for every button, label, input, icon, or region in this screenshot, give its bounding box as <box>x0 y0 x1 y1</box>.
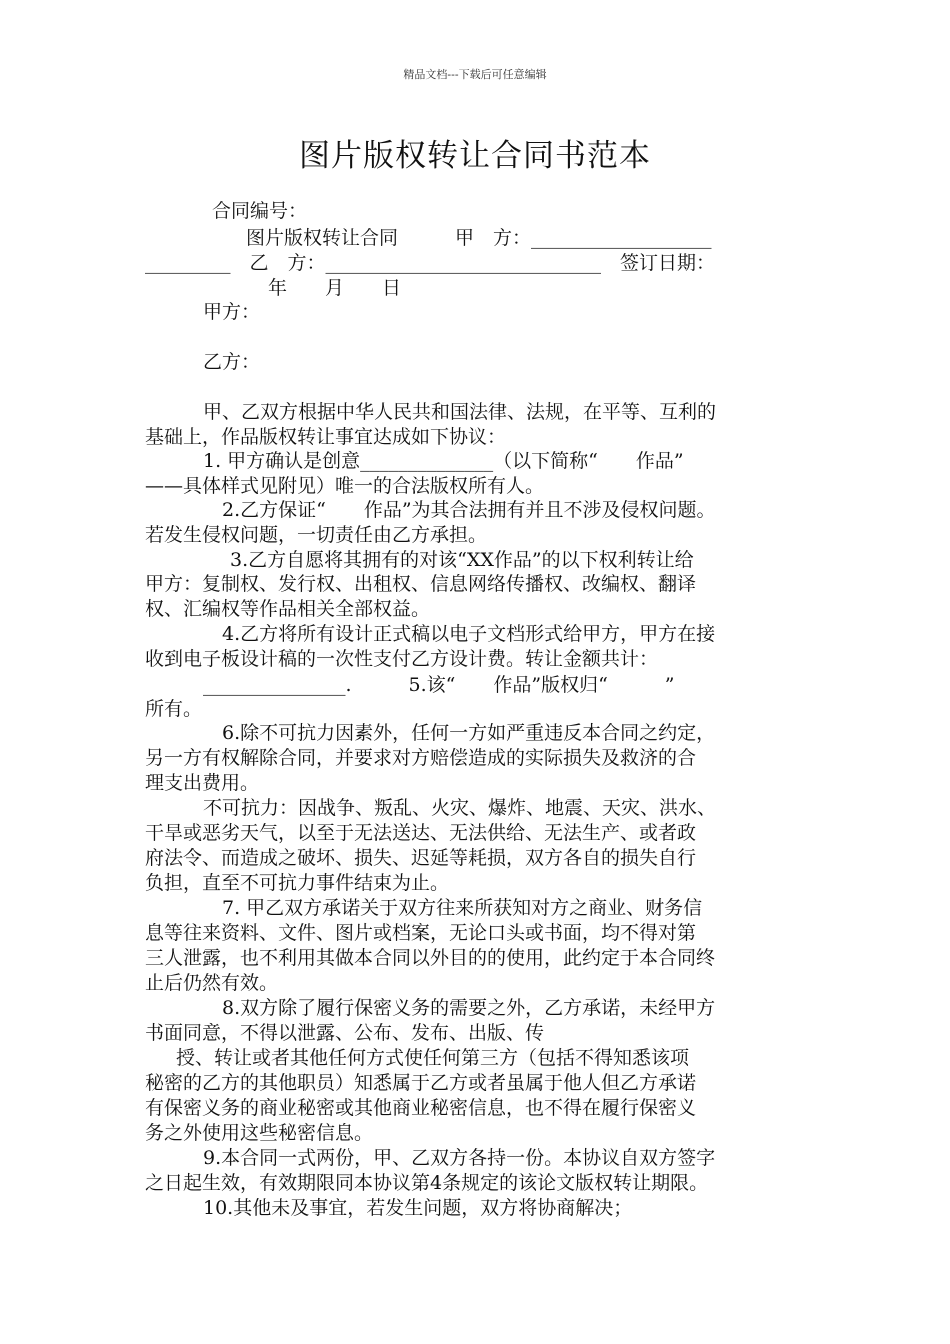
document-title: 图片版权转让合同书范本 <box>299 138 651 174</box>
clause-8-line: 秘密的乙方的其他职员）知悉属于乙方或者虽属于他人但乙方承诺 <box>145 1072 697 1094</box>
clause-10-line: 10.其他未及事宜，若发生问题，双方将协商解决； <box>203 1197 633 1219</box>
force-majeure-line: 干旱或恶劣天气，以至于无法送达、无法供给、无法生产、或者政 <box>145 822 697 844</box>
party-b-label: 乙方： <box>203 351 261 373</box>
clause-3-line: 甲方：复制权、发行权、出租权、信息网络传播权、改编权、翻译 <box>145 573 697 595</box>
clause-1-line: 1. 甲方确认是创意______________（以下简称“ 作品” <box>203 450 684 472</box>
clause-8-line: 8.双方除了履行保密义务的需要之外，乙方承诺，未经甲方 <box>222 997 716 1019</box>
page-header: 精品文档---下载后可任意编辑 <box>403 68 547 81</box>
clause-4-5-line: _______________. 5.该“ 作品”版权归“ ” <box>203 674 675 696</box>
date-line: 年 月 日 <box>268 277 402 299</box>
clause-8-line: 授、转让或者其他任何方式使任何第三方（包括不得知悉该项 <box>176 1047 690 1069</box>
clause-7-line: 息等往来资料、文件、图片或档案，无论口头或书面，均不得对第 <box>145 922 697 944</box>
contract-number-line: 合同编号： <box>212 200 308 222</box>
paragraph-line: 甲、乙双方根据中华人民共和国法律、法规，在平等、互利的 <box>203 401 717 423</box>
clause-3-line: 权、汇编权等作品相关全部权益。 <box>145 598 431 620</box>
clause-2-line: 若发生侵权问题，一切责任由乙方承担。 <box>145 524 488 546</box>
paragraph-line: 基础上，作品版权转让事宜达成如下协议： <box>145 426 507 448</box>
clause-1-line: ——具体样式见附见）唯一的合法版权所有人。 <box>145 475 545 497</box>
clause-6-line: 6.除不可抗力因素外，任何一方如严重违反本合同之约定， <box>222 722 716 744</box>
contract-name-party-a-line: 图片版权转让合同 甲 方：___________________ <box>246 227 712 249</box>
clause-9-line: 之日起生效，有效期限同本协议第4条规定的该论文版权转让期限。 <box>145 1172 709 1194</box>
force-majeure-line: 负担，直至不可抗力事件结束为止。 <box>145 872 450 894</box>
force-majeure-line: 不可抗力：因战争、叛乱、火灾、爆炸、地震、天灾、洪水、 <box>203 797 717 819</box>
clause-6-line: 理支出费用。 <box>145 772 260 794</box>
force-majeure-line: 府法令、而造成之破坏、损失、迟延等耗损，双方各自的损失自行 <box>145 847 697 869</box>
clause-8-line: 有保密义务的商业秘密或其他商业秘密信息，也不得在履行保密义 <box>145 1097 697 1119</box>
clause-7-line: 三人泄露，也不利用其做本合同以外目的的使用，此约定于本合同终 <box>145 947 716 969</box>
clause-3-line: 3.乙方自愿将其拥有的对该“XX作品”的以下权利转让给 <box>230 549 694 571</box>
clause-4-line: 4.乙方将所有设计正式稿以电子文档形式给甲方，甲方在接 <box>222 623 716 645</box>
clause-6-line: 另一方有权解除合同，并要求对方赔偿造成的实际损失及救济的合 <box>145 747 697 769</box>
party-a-label: 甲方： <box>203 301 261 323</box>
clause-7-line: 7. 甲乙双方承诺关于双方往来所获知对方之商业、财务信 <box>222 897 703 919</box>
clause-9-line: 9.本合同一式两份，甲、乙双方各持一份。本协议自双方签字 <box>203 1147 716 1169</box>
clause-8-line: 书面同意，不得以泄露、公布、发布、出版、传 <box>145 1022 545 1044</box>
clause-8-line: 务之外使用这些秘密信息。 <box>145 1122 374 1144</box>
clause-5-line: 所有。 <box>145 698 203 720</box>
party-b-sign-date-line: _________ 乙 方：_____________________________ 签订日期： <box>145 252 716 274</box>
clause-4-line: 收到电子板设计稿的一次性支付乙方设计费。转让金额共计： <box>145 648 659 670</box>
clause-7-line: 止后仍然有效。 <box>145 972 279 994</box>
clause-2-line: 2.乙方保证“ 作品”为其合法拥有并且不涉及侵权问题。 <box>222 499 716 521</box>
